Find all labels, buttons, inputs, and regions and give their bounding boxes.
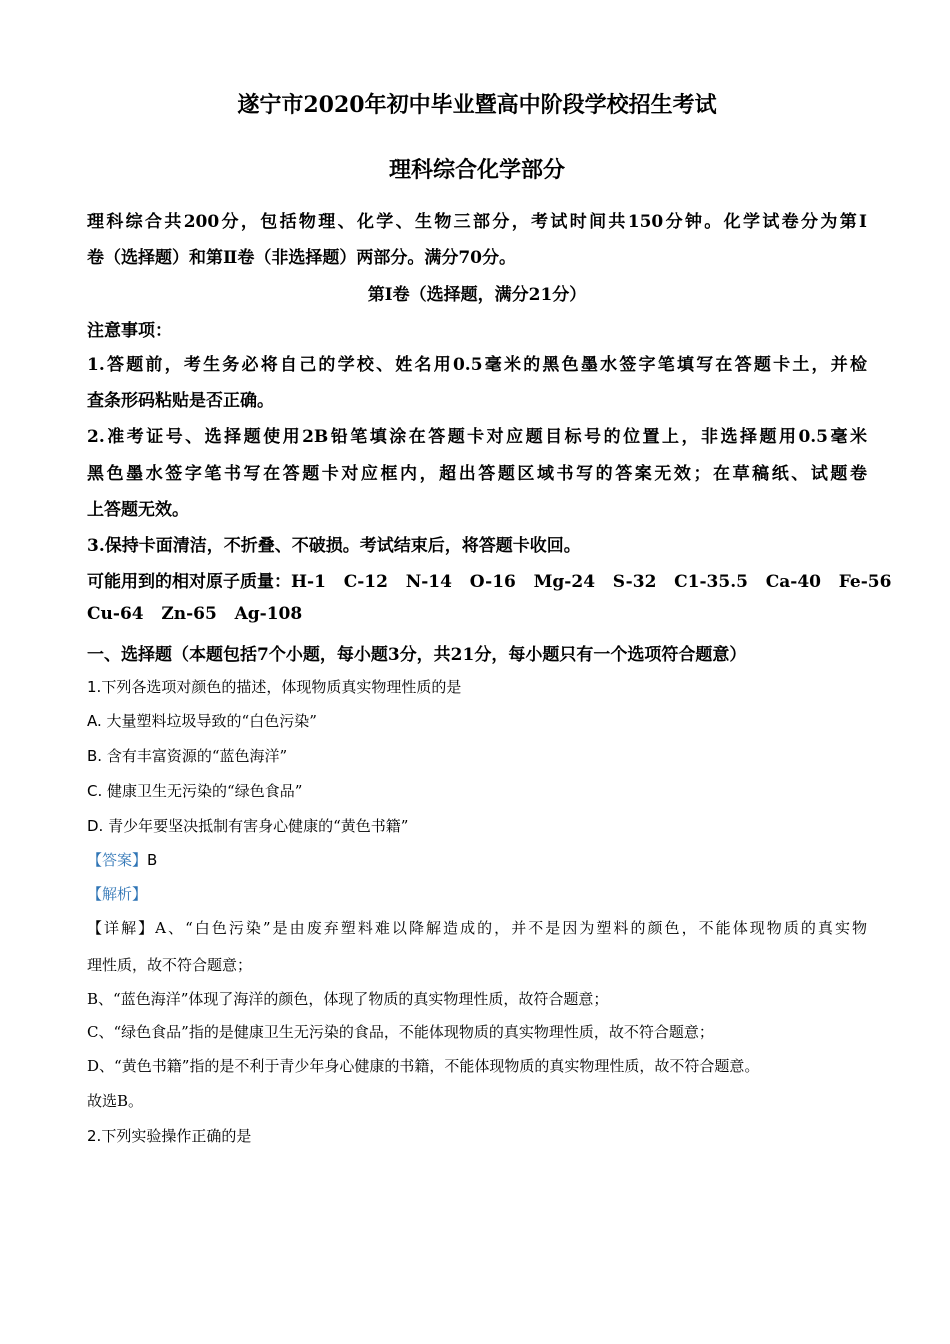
question-1-option-a: [87, 710, 867, 731]
detail-d: D、“黄色书籍”指的是不利于青少年身心健康的书籍，不能体现物质的真实物理性质，故不符合题意。: [87, 1057, 760, 1075]
option-text: 健康卫生无污染的“绿色食品”: [107, 782, 303, 800]
answer-value: B: [147, 851, 158, 869]
detail-c: C、“绿色食品”指的是健康卫生无污染的食品，不能体现物质的真实物理性质，故不符合题意；: [87, 1023, 714, 1041]
notice-item-2-line-3: 上答题无效。: [87, 500, 189, 520]
notice-item-2-line-2: 黑色墨水签字笔书写在答题卡对应框内，超出答题区域书写的答案无效；在草稿纸、试题卷: [87, 464, 867, 484]
analysis-label: 【解析】: [87, 885, 148, 903]
section-heading: 一、选择题（本题包括7个小题，每小题3分，共21分，每小题只有一个选项符合题意）: [87, 645, 747, 665]
option-text: 大量塑料垃圾导致的“白色污染”: [106, 712, 317, 730]
notice-item-1-line-1: 1.答题前，考生务必将自己的学校、姓名用0.5毫米的黑色墨水签字笔填写在答题卡土，并检: [87, 355, 867, 375]
option-text: 青少年要坚决抵制有害身心健康的“黄色书籍”: [108, 817, 409, 835]
option-letter: A.: [87, 712, 102, 730]
answer-label: 【答案】: [87, 851, 148, 869]
question-1-text: 下列各选项对颜色的描述，体现物质真实物理性质的是: [101, 678, 462, 696]
question-2-stem: [87, 1125, 867, 1146]
notice-item-3: 3.保持卡面清洁，不折叠、不破损。考试结束后，将答题卡收回。: [87, 536, 581, 556]
intro-line-1: 理科综合共200分，包括物理、化学、生物三部分，考试时间共150分钟。化学试卷分为第I: [87, 212, 867, 232]
notice-item-1-line-2: 查条形码粘贴是否正确。: [87, 391, 274, 411]
option-letter: C.: [87, 782, 103, 800]
question-2-number: 2.: [87, 1127, 102, 1145]
question-1-option-b: [87, 745, 867, 766]
detail-line-2: 理性质，故不符合题意；: [87, 956, 253, 974]
option-letter: D.: [87, 817, 104, 835]
question-1-option-c: [87, 780, 867, 801]
option-letter: B.: [87, 747, 103, 765]
atomic-masses-line-2: Cu-64 Zn-65 Ag-108: [87, 604, 303, 624]
question-1-option-d: [87, 815, 867, 836]
detail-line-1: 【详解】A、“白色污染”是由废弃塑料难以降解造成的，并不是因为塑料的颜色，不能体现物质的真实物: [87, 919, 867, 937]
question-1-stem: [87, 676, 867, 697]
question-1-number: 1.: [87, 678, 102, 696]
question-2-text: 下列实验操作正确的是: [101, 1127, 252, 1145]
volume-heading: 第I卷（选择题，满分21分）: [367, 285, 587, 305]
notice-item-2-line-1: 2.准考证号、选择题使用2B铅笔填涂在答题卡对应题目标号的位置上，非选择题用0.5毫米: [87, 427, 867, 447]
answer-line: [87, 849, 867, 870]
notice-heading: 注意事项：: [87, 321, 172, 341]
intro-line-2: 卷（选择题）和第Ⅱ卷（非选择题）两部分。满分70分。: [87, 248, 516, 268]
option-text: 含有丰富资源的“蓝色海洋”: [106, 747, 288, 765]
page-title: 遂宁市2020年初中毕业暨高中阶段学校招生考试: [237, 92, 717, 118]
detail-b: B、“蓝色海洋”体现了海洋的颜色，体现了物质的真实物理性质，故符合题意；: [87, 990, 609, 1008]
conclusion: 故选B。: [87, 1092, 144, 1110]
atomic-masses-line-1: 可能用到的相对原子质量：H-1 C-12 N-14 O-16 Mg-24 S-32 C1-35.5 Ca-40 Fe-56: [87, 572, 892, 592]
page-subtitle: 理科综合化学部分: [388, 157, 565, 183]
